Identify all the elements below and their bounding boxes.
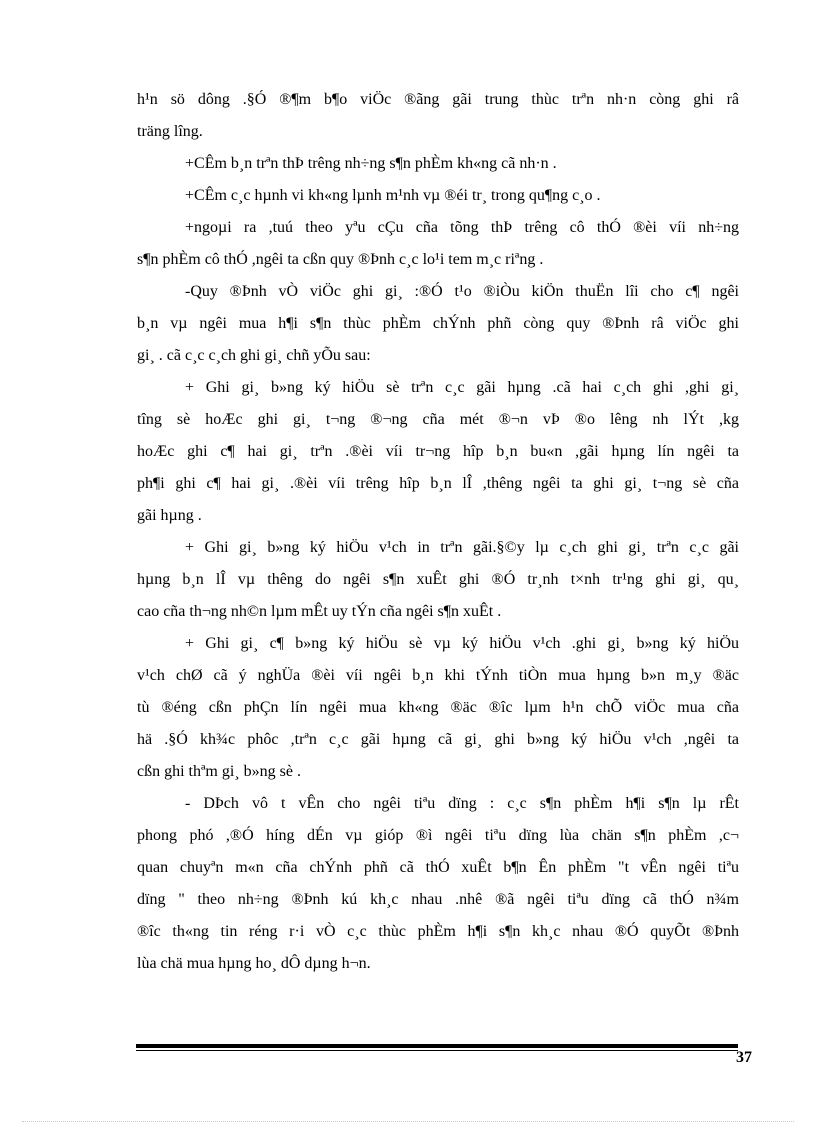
text-line: +CÊm b¸n trªn thÞ trêng nh÷ng s¶n phÈm kh«ng cã nh·n .	[185, 155, 557, 172]
text-line: tîng sè hoÆc ghi gi¸ t¬ng ®¬ng cña mét ®¬n vÞ ®o lêng nh lÝt ,kg	[137, 411, 739, 428]
page-bottom-edge	[22, 1121, 794, 1122]
text-line: + Ghi gi¸ b»ng ký hiÖu sè trªn c¸c gãi hµng .cã hai c¸ch ghi ,ghi gi¸	[185, 379, 739, 396]
text-line: träng lîng.	[137, 123, 203, 140]
text-line: gi¸ . cã c¸c c¸ch ghi gi¸ chñ yÕu sau:	[137, 347, 371, 364]
text-line: + Ghi gi¸ c¶ b»ng ký hiÖu sè vµ ký hiÖu v¹ch .ghi gi¸ b»ng ký hiÖu	[185, 635, 739, 652]
text-line: lùa chä mua hµng ho¸ dÔ dµng h¬n.	[137, 955, 371, 972]
text-line: phong phó ,®Ó híng dÉn vµ gióp ®ì ngêi tiªu dïng lùa chän s¶n phÈm ,c¬	[137, 827, 739, 844]
text-line: s¶n phÈm cô thÓ ,ngêi ta cßn quy ®Þnh c¸c lo¹i tem m¸c riªng .	[137, 251, 544, 268]
text-line: cßn ghi thªm gi¸ b»ng sè .	[137, 763, 301, 780]
text-line: hµng b¸n lÎ vµ thêng do ngêi s¶n xuÊt ghi ®Ó tr¸nh t×nh tr¹ng ghi gi¸ qu¸	[137, 571, 739, 588]
text-line: hoÆc ghi c¶ hai gi¸ trªn .®èi víi tr¬ng hîp b¸n bu«n ,gãi hµng lín ngêi ta	[137, 443, 739, 460]
text-line: ph¶i ghi c¶ hai gi¸ .®èi víi trêng hîp b¸n lÎ ,thêng ngêi ta ghi gi¸ t¬ng sè cña	[137, 475, 739, 492]
text-line: -Quy ®Þnh vÒ viÖc ghi gi¸ :®Ó t¹o ®iÒu kiÖn thuËn lîi cho c¶ ngêi	[185, 283, 739, 300]
text-line: cao cña th¬ng nh©n lµm mÊt uy tÝn cña ngêi s¶n xuÊt .	[137, 603, 502, 620]
page-number: 37	[736, 1049, 752, 1066]
text-line: gãi hµng .	[137, 507, 202, 524]
footer-rule	[136, 1044, 738, 1051]
text-line: ®îc th«ng tin réng r·i vÒ c¸c thùc phÈm h¶i s¶n kh¸c nhau ®Ó quyÕt ®Þnh	[137, 923, 739, 940]
text-line: b¸n vµ ngêi mua h¶i s¶n thùc phÈm chÝnh phñ còng quy ®Þnh râ viÖc ghi	[137, 315, 739, 332]
text-line: dïng " theo nh÷ng ®Þnh kú kh¸c nhau .nhê ®ã ngêi tiªu dïng cã thÓ n¾m	[137, 891, 739, 908]
footer-rule-thick	[136, 1044, 738, 1048]
page-body	[137, 84, 739, 980]
text-line: v¹ch chØ cã ý nghÜa ®èi víi ngêi b¸n khi tÝnh tiÒn mua hµng b»n m¸y ®äc	[137, 667, 739, 684]
text-line: +CÊm c¸c hµnh vi kh«ng lµnh m¹nh vµ ®éi tr¸ trong qu¶ng c¸o .	[185, 187, 601, 204]
text-line: quan chuyªn m«n cña chÝnh phñ cã thÓ xuÊt b¶n Ên phÈm "t vÊn ngêi tiªu	[137, 859, 739, 876]
text-line: - DÞch vô t vÊn cho ngêi tiªu dïng : c¸c s¶n phÈm h¶i s¶n lµ rÊt	[185, 795, 739, 812]
text-line: tù ®éng cßn phÇn lín ngêi mua kh«ng ®äc ®îc lµm h¹n chÕ viÖc mua cña	[137, 699, 739, 716]
text-line: hä .§Ó kh¾c phôc ,trªn c¸c gãi hµng cã gi¸ ghi b»ng ký hiÖu v¹ch ,ngêi ta	[137, 731, 739, 748]
footer-rule-thin	[136, 1050, 738, 1051]
text-line: + Ghi gi¸ b»ng ký hiÖu v¹ch in trªn gãi.§©y lµ c¸ch ghi gi¸ trªn c¸c gãi	[185, 539, 739, 556]
text-line: h¹n sö dông .§Ó ®¶m b¶o viÖc ®ãng gãi trung thùc trªn nh·n còng ghi râ	[137, 91, 739, 108]
text-line: +ngoµi ra ,tuú theo yªu cÇu cña tõng thÞ trêng cô thÓ ®èi víi nh÷ng	[185, 219, 739, 236]
